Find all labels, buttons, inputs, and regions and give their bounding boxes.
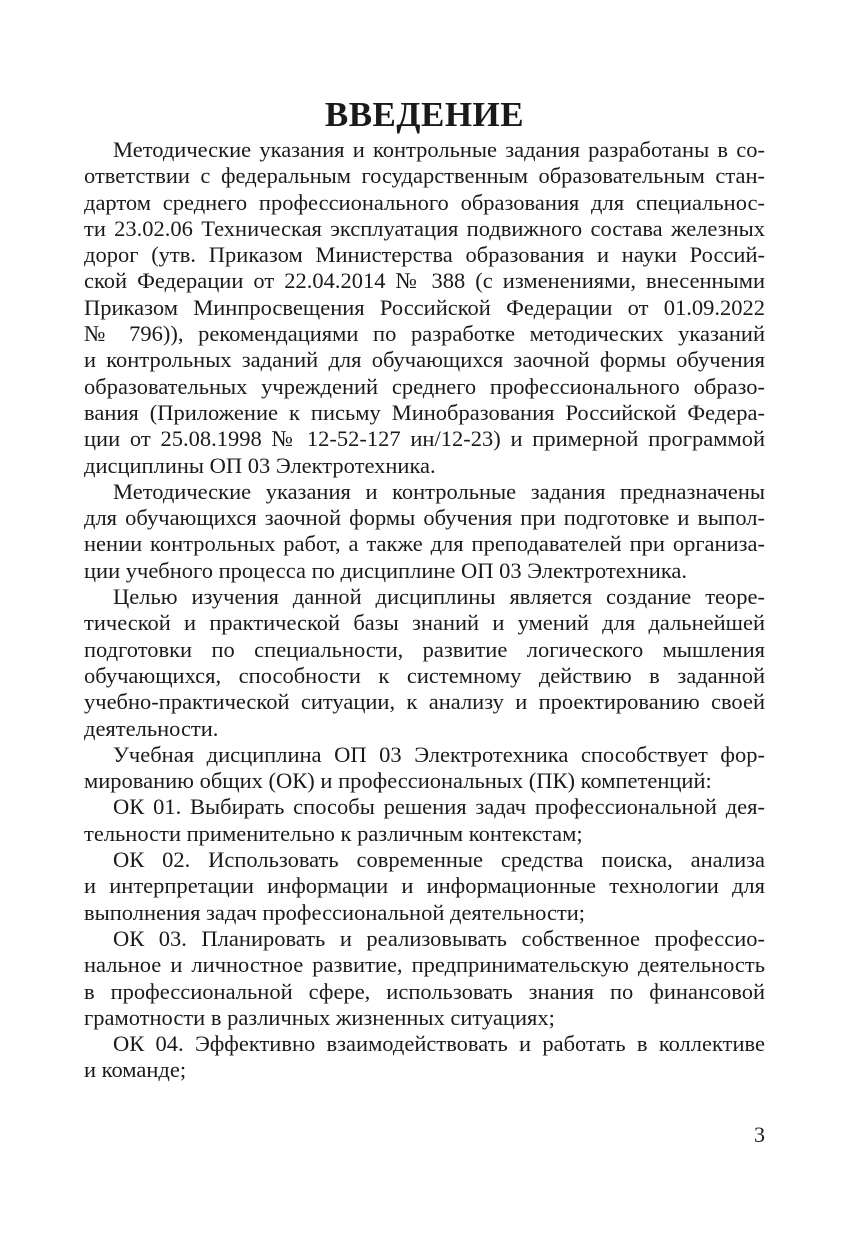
text-line: деятельности. [84,715,219,741]
text-line: ции учебного процесса по дисциплине ОП 03 Электротехника. [84,557,688,583]
text-line: дорог (утв. Приказом Министерства образования и науки Россий- [84,242,765,268]
text-line: мированию общих (ОК) и профессиональных (ПК) компетенций: [84,768,712,794]
text-line: Приказом Минпросвещения Российской Федерации от 01.09.2022 [84,294,765,320]
text-line: вания (Приложение к письму Минобразования Российской Федера- [84,399,765,425]
text-line: ответствии с федеральным государственным образовательным стан- [84,163,765,189]
text-line: образовательных учреждений среднего профессионального образо- [84,373,765,399]
text-line: подготовки по специальности, развитие логического мышления [84,636,765,662]
text-line: ОК 02. Использовать современные средства поиска, анализа [113,847,765,873]
text-line: Целью изучения данной дисциплины является создание теоре- [113,584,765,610]
text-line: ти 23.02.06 Техническая эксплуатация подвижного состава железных [84,215,765,241]
text-line: учебно-практической ситуации, к анализу и проектированию своей [84,689,765,715]
text-line: ОК 03. Планировать и реализовывать собственное профессио- [113,925,765,951]
text-line: Методические указания и контрольные задания разработаны в со- [113,137,765,162]
text-line: ции от 25.08.1998 № 12-52-127 ин/12-23) и примерной программой [84,426,765,452]
text-line: и контрольных заданий для обучающихся заочной формы обучения [84,347,765,373]
text-line: в профессиональной сфере, использовать знания по финансовой [84,978,765,1004]
page-title: ВВЕДЕНИЕ [324,95,525,134]
text-line: нальное и личностное развитие, предпринимательскую деятельность [84,952,765,978]
text-line: тельности применительно к различным контекстам; [84,820,583,846]
text-line: Методические указания и контрольные задания предназначены [113,478,765,504]
text-line: ской Федерации от 22.04.2014 № 388 (с изменениями, внесенными [84,268,765,294]
text-line: ОК 01. Выбирать способы решения задач профессиональной дея- [113,794,765,820]
text-line: выполнения задач профессиональной деятельности; [84,899,586,925]
document-body [84,137,765,1084]
text-line: ОК 04. Эффективно взаимодействовать и работать в коллективе [113,1031,765,1057]
text-line: Учебная дисциплина ОП 03 Электротехника способствует фор- [113,741,765,767]
text-line: нении контрольных работ, а также для преподавателей при организа- [84,531,765,557]
text-line: тической и практической базы знаний и умений для дальнейшей [84,610,765,636]
text-line: дартом среднего профессионального образования для специальнос- [84,189,765,215]
page-number: 3 [754,1122,765,1147]
text-line: обучающихся, способности к системному действию в заданной [84,662,765,688]
text-line: № 796)), рекомендациями по разработке методических указаний [84,321,765,347]
text-line: грамотности в различных жизненных ситуациях; [84,1004,555,1030]
text-line: и команде; [84,1057,187,1083]
text-line: и интерпретации информации и информационные технологии для [84,873,765,899]
text-line: дисциплины ОП 03 Электротехника. [84,452,436,478]
text-line: для обучающихся заочной формы обучения при подготовке и выпол- [84,505,765,531]
